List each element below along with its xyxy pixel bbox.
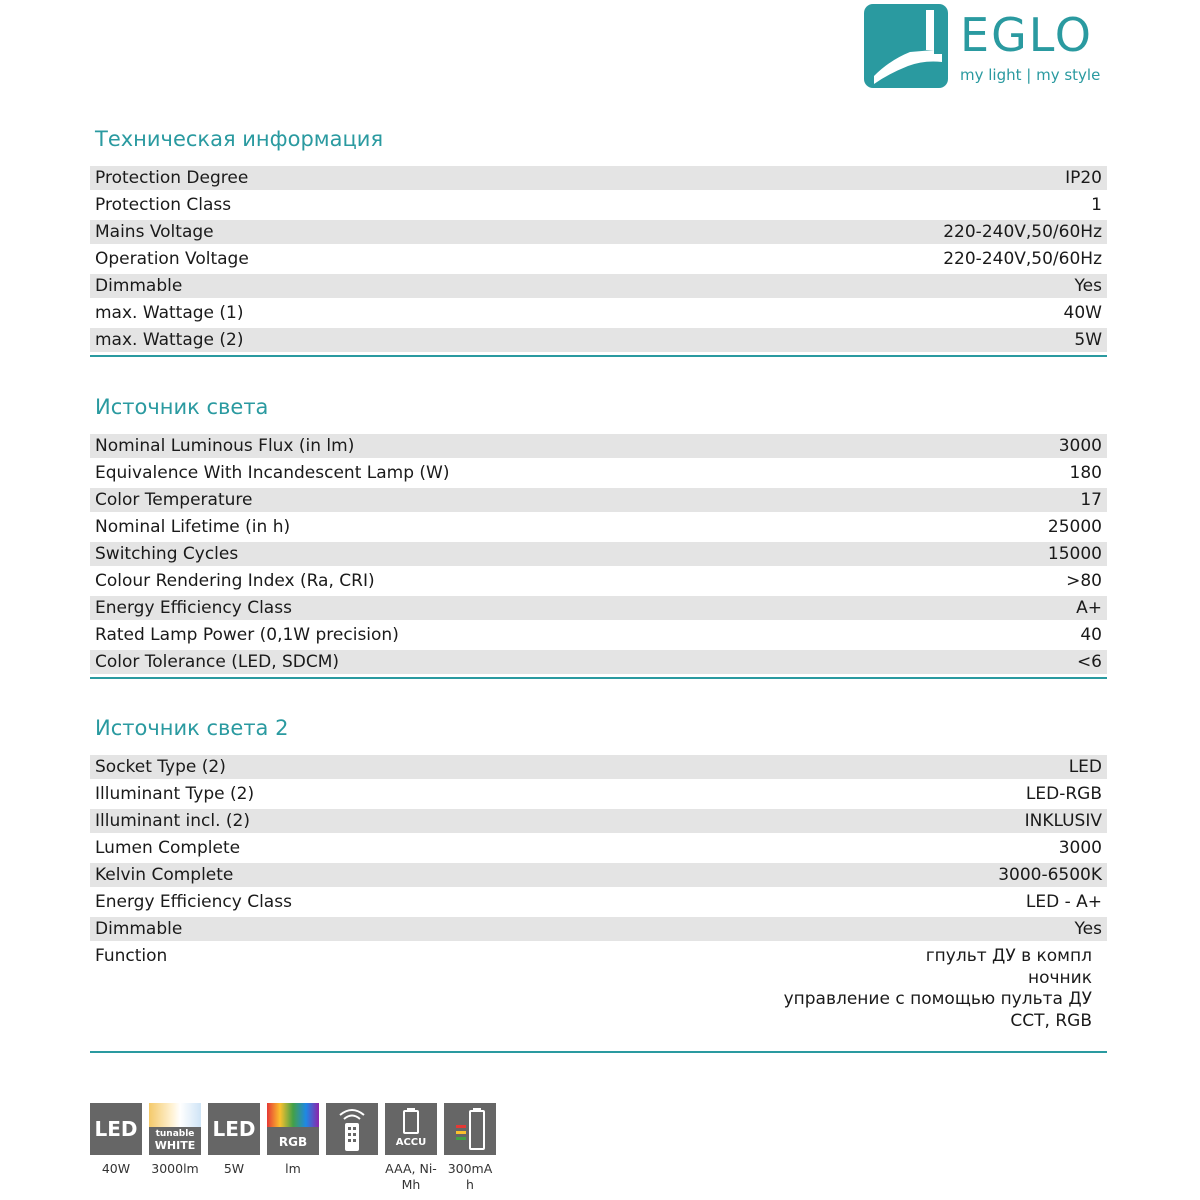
icon-text: LED (94, 1117, 138, 1141)
table-row (90, 434, 1107, 461)
led-icon (90, 1103, 142, 1155)
row-value: IP20 (1065, 168, 1102, 188)
table-row (90, 166, 1107, 193)
row-value: 5W (1074, 330, 1102, 350)
row-label: Illuminant incl. (2) (95, 811, 251, 831)
row-value: 220-240V,50/60Hz (943, 249, 1102, 269)
row-value: 180 (1069, 463, 1102, 483)
row-value: A+ (1076, 598, 1102, 618)
remote-control-glyph-icon (326, 1103, 378, 1155)
table-row (90, 488, 1107, 515)
section-technical-info (90, 126, 1107, 357)
eglo-logo-mark-icon (864, 4, 948, 88)
row-value: INKLUSIV (1024, 811, 1102, 831)
table-row (90, 809, 1107, 836)
row-label: Energy Efficiency Class (95, 598, 292, 618)
table-row (90, 247, 1107, 274)
brand-name: EGLO (960, 8, 1093, 62)
section-title: Источник света (95, 395, 269, 419)
row-label: Colour Rendering Index (Ra, CRI) (95, 571, 375, 591)
spec-table (90, 166, 1107, 357)
feature-icons (90, 1103, 503, 1193)
row-value: Yes (1074, 276, 1102, 296)
row-label: Equivalence With Incandescent Lamp (W) (95, 463, 450, 483)
feature-remote-control (326, 1103, 378, 1193)
function-item: гпульт ДУ в компл (925, 946, 1092, 966)
row-label: Protection Class (95, 195, 232, 215)
feature-led-40w (90, 1103, 142, 1193)
function-item: CCT, RGB (1010, 1010, 1092, 1031)
rgb-icon (267, 1103, 319, 1155)
row-value: 3000 (1058, 838, 1102, 858)
icon-caption: 3000lm (151, 1161, 199, 1176)
row-label: Mains Voltage (95, 222, 214, 242)
icon-text-top: tunable (155, 1129, 195, 1139)
feature-battery-capacity (444, 1103, 496, 1193)
eglo-logo (864, 4, 1124, 88)
battery-capacity-icon (444, 1103, 496, 1155)
row-label: Color Temperature (95, 490, 253, 510)
table-row (90, 193, 1107, 220)
function-item: ночник (1028, 967, 1092, 988)
row-label: Lumen Complete (95, 838, 241, 858)
row-value: LED - A+ (1025, 892, 1102, 912)
icon-caption: AAA, Ni-Mh (385, 1161, 437, 1192)
feature-accu (385, 1103, 437, 1193)
row-value: 3000 (1058, 436, 1102, 456)
row-label: Nominal Luminous Flux (in lm) (95, 436, 355, 456)
table-row (90, 623, 1107, 650)
row-label: Rated Lamp Power (0,1W precision) (95, 625, 399, 645)
row-value: 25000 (1047, 517, 1102, 537)
row-value: 220-240V,50/60Hz (943, 222, 1102, 242)
row-value: LED (1068, 757, 1102, 777)
feature-tunable-white (149, 1103, 201, 1193)
row-label: Dimmable (95, 276, 183, 296)
row-value-list (784, 946, 1102, 1032)
row-label: Kelvin Complete (95, 865, 234, 885)
section-light-source-2 (90, 715, 1107, 1053)
row-value: 40W (1063, 303, 1102, 323)
row-value: 40 (1080, 625, 1102, 645)
icon-caption: lm (285, 1161, 301, 1176)
icon-text: WHITE (154, 1139, 196, 1152)
accu-battery-icon (385, 1103, 437, 1155)
table-row (90, 650, 1107, 677)
row-label: Switching Cycles (95, 544, 239, 564)
row-label: Energy Efficiency Class (95, 892, 292, 912)
row-label: Socket Type (2) (95, 757, 226, 777)
row-value: 15000 (1047, 544, 1102, 564)
table-row (90, 836, 1107, 863)
row-value: 3000-6500K (998, 865, 1102, 885)
table-row (90, 301, 1107, 328)
row-label: Dimmable (95, 919, 183, 939)
table-row (90, 274, 1107, 301)
table-row (90, 542, 1107, 569)
row-value: Yes (1074, 919, 1102, 939)
row-value: <6 (1076, 652, 1102, 672)
table-row-function (90, 944, 1107, 1051)
icon-caption: 5W (223, 1161, 245, 1176)
table-row (90, 863, 1107, 890)
led-icon (208, 1103, 260, 1155)
icon-caption: 300mAh (447, 1161, 493, 1192)
feature-led-5w (208, 1103, 260, 1193)
row-label: Nominal Lifetime (in h) (95, 517, 291, 537)
icon-text: ACCU (395, 1137, 427, 1148)
row-value: 1 (1091, 195, 1102, 215)
table-row (90, 569, 1107, 596)
table-row (90, 328, 1107, 355)
row-label: max. Wattage (1) (95, 303, 244, 323)
row-value: >80 (1066, 571, 1102, 591)
table-row (90, 515, 1107, 542)
table-row (90, 461, 1107, 488)
table-row (90, 917, 1107, 944)
function-item: управление с помощью пульта ДУ (783, 989, 1092, 1009)
row-value: 17 (1080, 490, 1102, 510)
spec-table (90, 755, 1107, 1053)
feature-rgb (267, 1103, 319, 1193)
row-label: Protection Degree (95, 168, 249, 188)
row-label: Function (95, 946, 168, 966)
table-row (90, 755, 1107, 782)
icon-caption: 40W (101, 1161, 131, 1176)
table-row (90, 890, 1107, 917)
section-title: Техническая информация (95, 127, 384, 151)
brand-tagline: my light | my style (960, 66, 1101, 84)
spec-table (90, 434, 1107, 679)
section-title: Источник света 2 (95, 716, 289, 740)
table-row (90, 596, 1107, 623)
battery-level-glyph-icon (444, 1103, 496, 1155)
icon-text: RGB (278, 1135, 308, 1149)
row-label: Illuminant Type (2) (95, 784, 255, 804)
row-label: Operation Voltage (95, 249, 249, 269)
section-light-source-1 (90, 394, 1107, 679)
tunable-white-icon (149, 1103, 201, 1155)
row-label: Color Tolerance (LED, SDCM) (95, 652, 340, 672)
table-row (90, 782, 1107, 809)
icon-text: LED (212, 1117, 256, 1141)
table-row (90, 220, 1107, 247)
row-value: LED-RGB (1025, 784, 1102, 804)
remote-control-icon (326, 1103, 378, 1155)
row-label: max. Wattage (2) (95, 330, 244, 350)
